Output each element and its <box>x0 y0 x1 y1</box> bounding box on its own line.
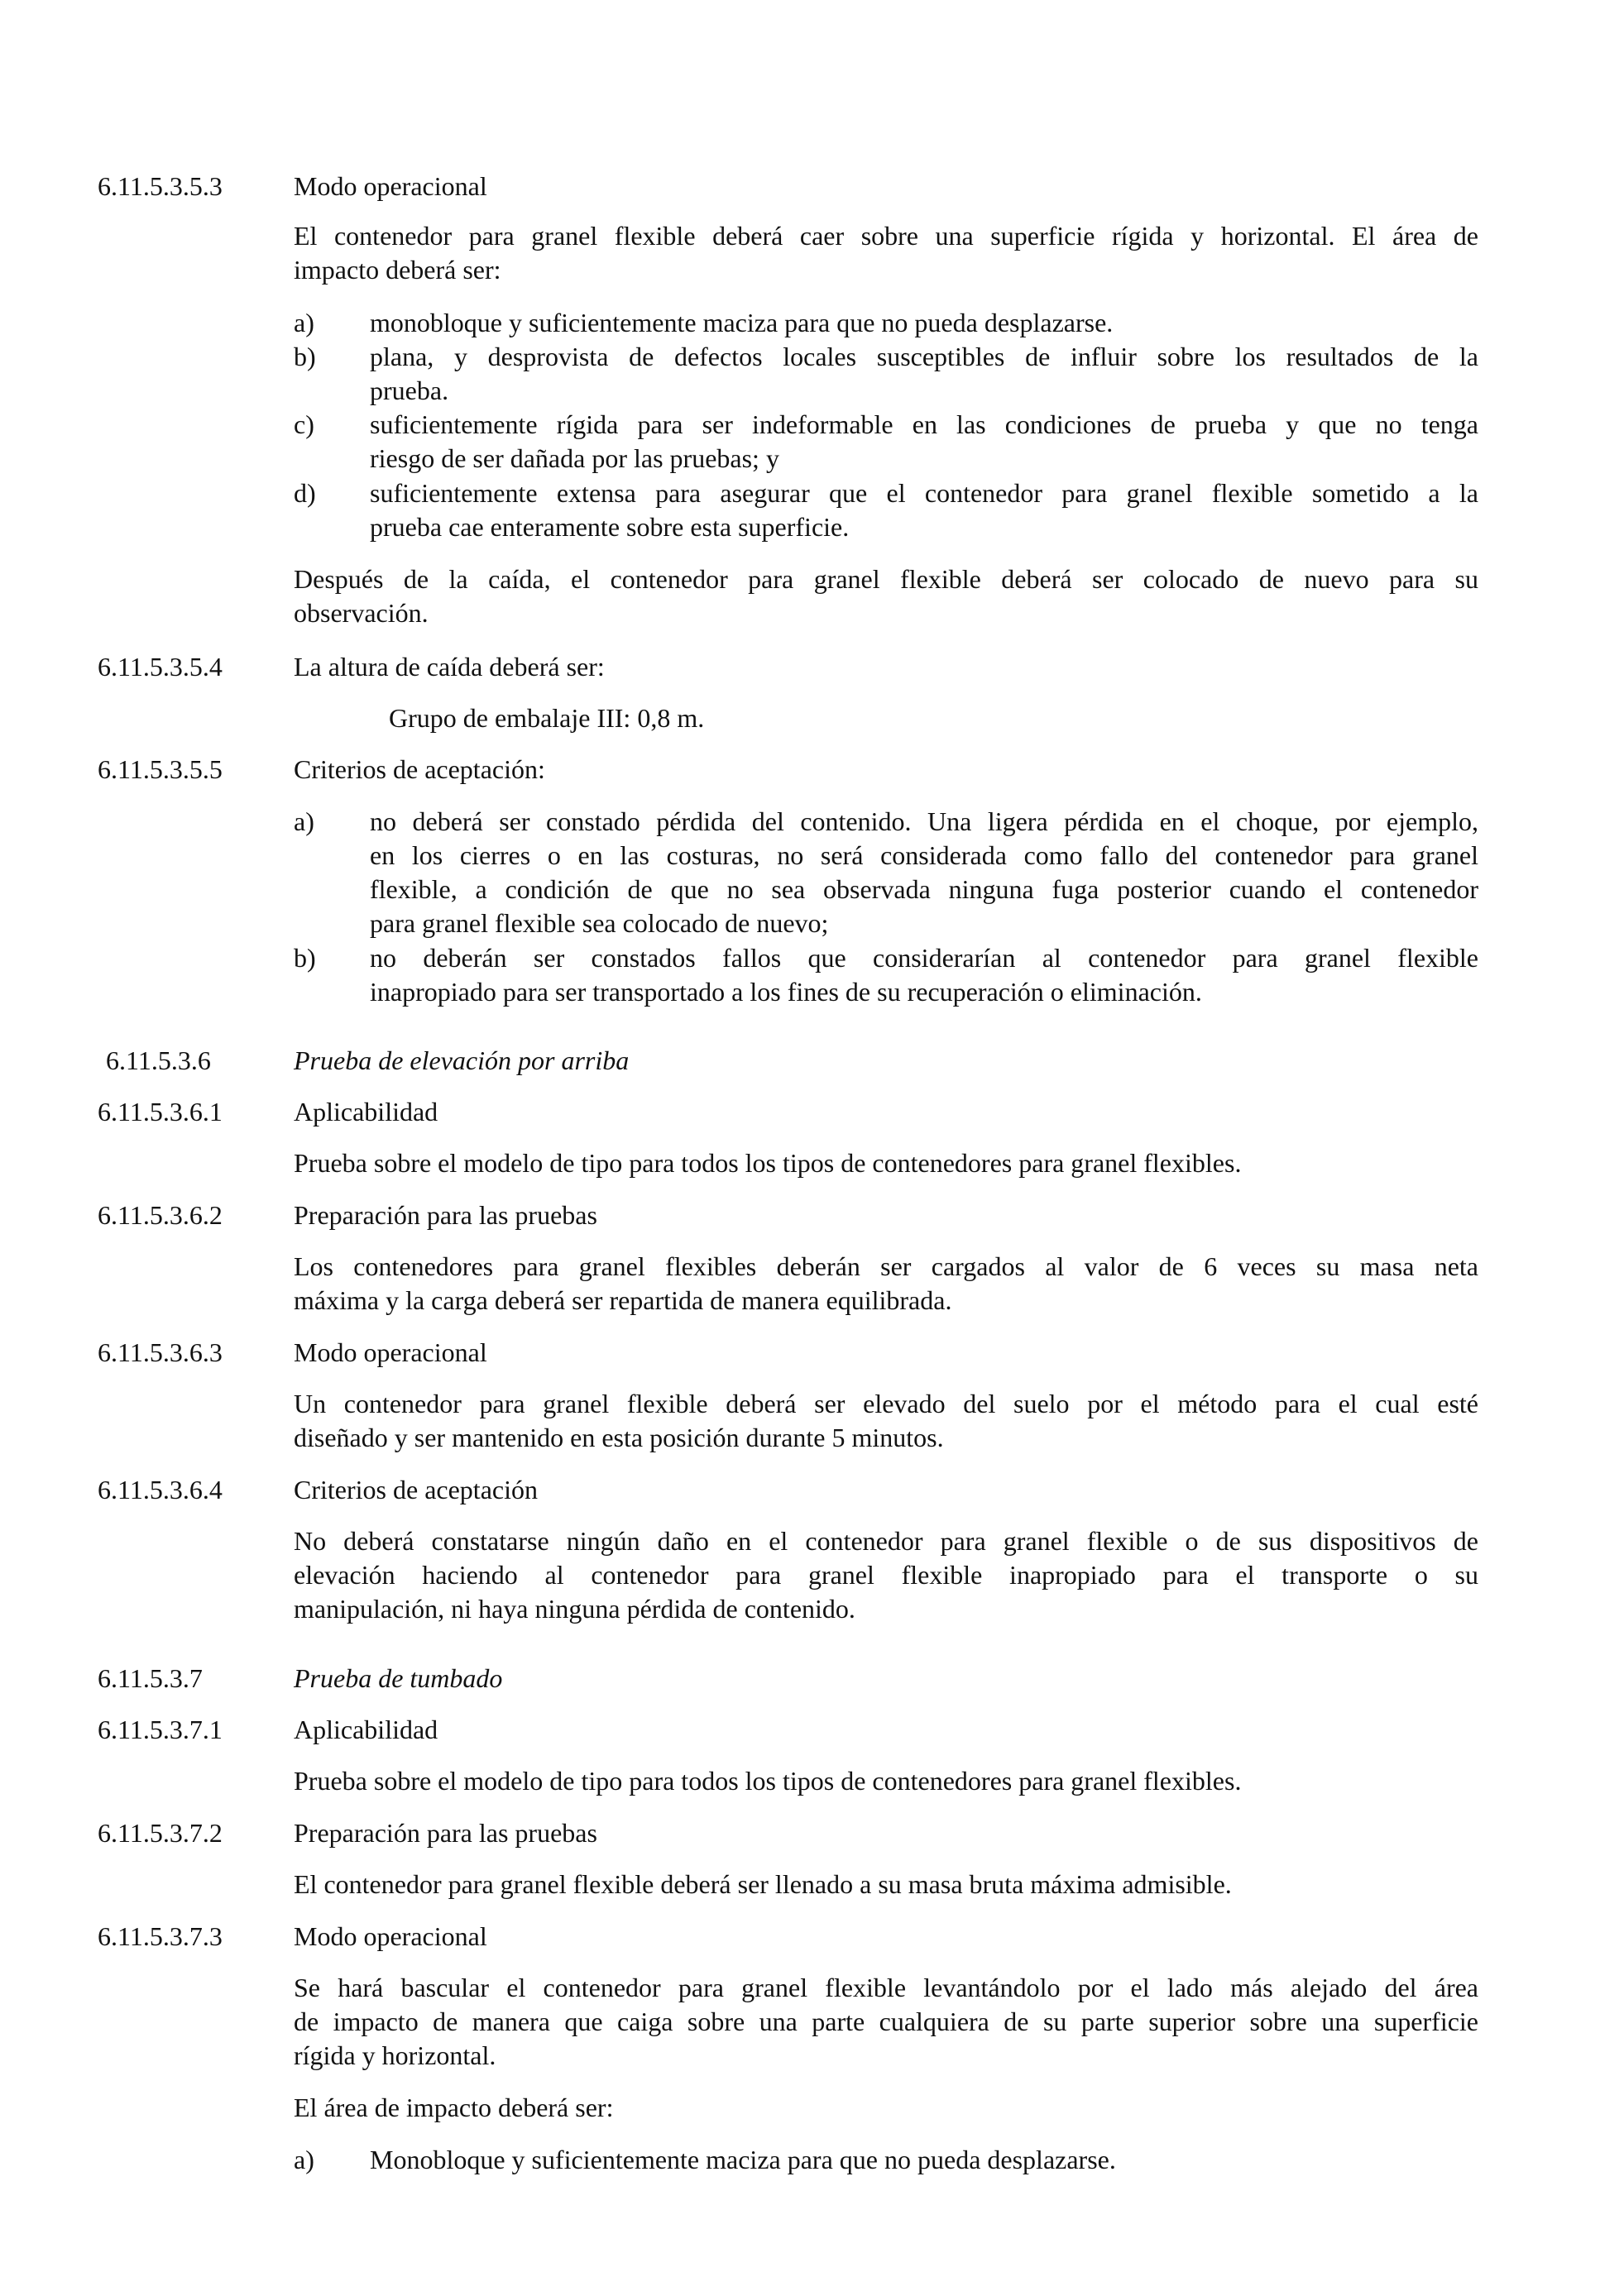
paragraph-line: El contenedor para granel flexible deberá caer sobre una superficie rígida y horizontal. El área de <box>294 221 1478 251</box>
section-number: 6.11.5.3.5.5 <box>98 754 223 784</box>
section-heading: Criterios de aceptación: <box>294 754 545 784</box>
list-item-text: suficientemente extensa para asegurar que el contenedor para granel flexible sometido a la <box>370 478 1478 508</box>
section-number: 6.11.5.3.6.3 <box>98 1337 223 1367</box>
paragraph-line: manipulación, ni haya ninguna pérdida de contenido. <box>294 1594 855 1624</box>
paragraph-line: observación. <box>294 598 429 628</box>
list-item-text: monobloque y suficientemente maciza para que no pueda desplazarse. <box>370 308 1114 337</box>
list-item-text: en los cierres o en las costuras, no será considerada como fallo del contenedor para granel <box>370 840 1478 870</box>
list-item-label: c) <box>294 409 314 439</box>
section-number: 6.11.5.3.5.4 <box>98 652 223 682</box>
list-item-label: b) <box>294 342 316 371</box>
section-heading: Prueba de elevación por arriba <box>294 1045 630 1075</box>
paragraph-line: máxima y la carga deberá ser repartida de manera equilibrada. <box>294 1285 952 1315</box>
list-item-text: inapropiado para ser transportado a los fines de su recuperación o eliminación. <box>370 977 1202 1007</box>
paragraph-line: rígida y horizontal. <box>294 2040 496 2070</box>
list-item-text: Monobloque y suficientemente maciza para que no pueda desplazarse. <box>370 2145 1116 2174</box>
section-number: 6.11.5.3.5.3 <box>98 171 223 201</box>
section-heading: Aplicabilidad <box>294 1097 438 1126</box>
list-item-text: plana, y desprovista de defectos locales susceptibles de influir sobre los resultados de la <box>370 342 1478 371</box>
list-item-text: para granel flexible sea colocado de nuevo; <box>370 908 829 938</box>
list-item-text: prueba cae enteramente sobre esta superficie. <box>370 512 850 542</box>
section-number: 6.11.5.3.7.2 <box>98 1818 223 1848</box>
paragraph-line: Prueba sobre el modelo de tipo para todos los tipos de contenedores para granel flexibles. <box>294 1766 1242 1796</box>
section-heading: Aplicabilidad <box>294 1715 438 1744</box>
paragraph-line: de impacto de manera que caiga sobre una parte cualquiera de su parte superior sobre una superficie <box>294 2007 1478 2036</box>
drop-height-value: Grupo de embalaje III: 0,8 m. <box>389 703 705 733</box>
list-item-label: a) <box>294 2145 314 2174</box>
section-number: 6.11.5.3.6.1 <box>98 1097 223 1126</box>
paragraph-line: Un contenedor para granel flexible deberá ser elevado del suelo por el método para el cual esté <box>294 1389 1478 1418</box>
list-item-text: no deberá ser constado pérdida del contenido. Una ligera pérdida en el choque, por ejemplo, <box>370 806 1478 836</box>
paragraph-line: No deberá constatarse ningún daño en el contenedor para granel flexible o de sus dispositivos de <box>294 1526 1478 1556</box>
list-item-label: d) <box>294 478 316 508</box>
section-number: 6.11.5.3.6.4 <box>98 1475 223 1504</box>
paragraph-line: Después de la caída, el contenedor para granel flexible deberá ser colocado de nuevo para su <box>294 564 1478 594</box>
paragraph-line: Los contenedores para granel flexibles deberán ser cargados al valor de 6 veces su masa neta <box>294 1251 1478 1281</box>
list-item-text: no deberán ser constados fallos que considerarían al contenedor para granel flexible <box>370 943 1478 973</box>
section-number: 6.11.5.3.7.1 <box>98 1715 223 1744</box>
list-item-text: flexible, a condición de que no sea observada ninguna fuga posterior cuando el contenedor <box>370 874 1478 904</box>
section-heading: Modo operacional <box>294 1921 487 1951</box>
section-heading: Modo operacional <box>294 171 487 201</box>
section-number: 6.11.5.3.7 <box>98 1663 203 1693</box>
section-heading: Criterios de aceptación <box>294 1475 538 1504</box>
section-heading: La altura de caída deberá ser: <box>294 652 605 682</box>
list-item-text: riesgo de ser dañada por las pruebas; y <box>370 443 779 473</box>
section-heading: Prueba de tumbado <box>294 1663 503 1693</box>
paragraph-line: Prueba sobre el modelo de tipo para todos los tipos de contenedores para granel flexibles. <box>294 1148 1242 1178</box>
section-heading: Preparación para las pruebas <box>294 1200 597 1230</box>
section-heading: Modo operacional <box>294 1337 487 1367</box>
paragraph-line: Se hará bascular el contenedor para granel flexible levantándolo por el lado más alejado del área <box>294 1973 1478 2002</box>
section-heading: Preparación para las pruebas <box>294 1818 597 1848</box>
paragraph-line: El contenedor para granel flexible deberá ser llenado a su masa bruta máxima admisible. <box>294 1869 1232 1899</box>
paragraph-line: El área de impacto deberá ser: <box>294 2093 614 2122</box>
section-number: 6.11.5.3.6 <box>106 1045 211 1075</box>
list-item-label: b) <box>294 943 316 973</box>
list-item-text: prueba. <box>370 375 449 405</box>
list-item-text: suficientemente rígida para ser indeformable en las condiciones de prueba y que no tenga <box>370 409 1478 439</box>
list-item-label: a) <box>294 806 314 836</box>
list-item-label: a) <box>294 308 314 337</box>
paragraph-line: elevación haciendo al contenedor para granel flexible inapropiado para el transporte o su <box>294 1560 1478 1590</box>
paragraph-line: diseñado y ser mantenido en esta posición durante 5 minutos. <box>294 1423 944 1452</box>
section-number: 6.11.5.3.7.3 <box>98 1921 223 1951</box>
paragraph-line: impacto deberá ser: <box>294 255 501 285</box>
section-number: 6.11.5.3.6.2 <box>98 1200 223 1230</box>
